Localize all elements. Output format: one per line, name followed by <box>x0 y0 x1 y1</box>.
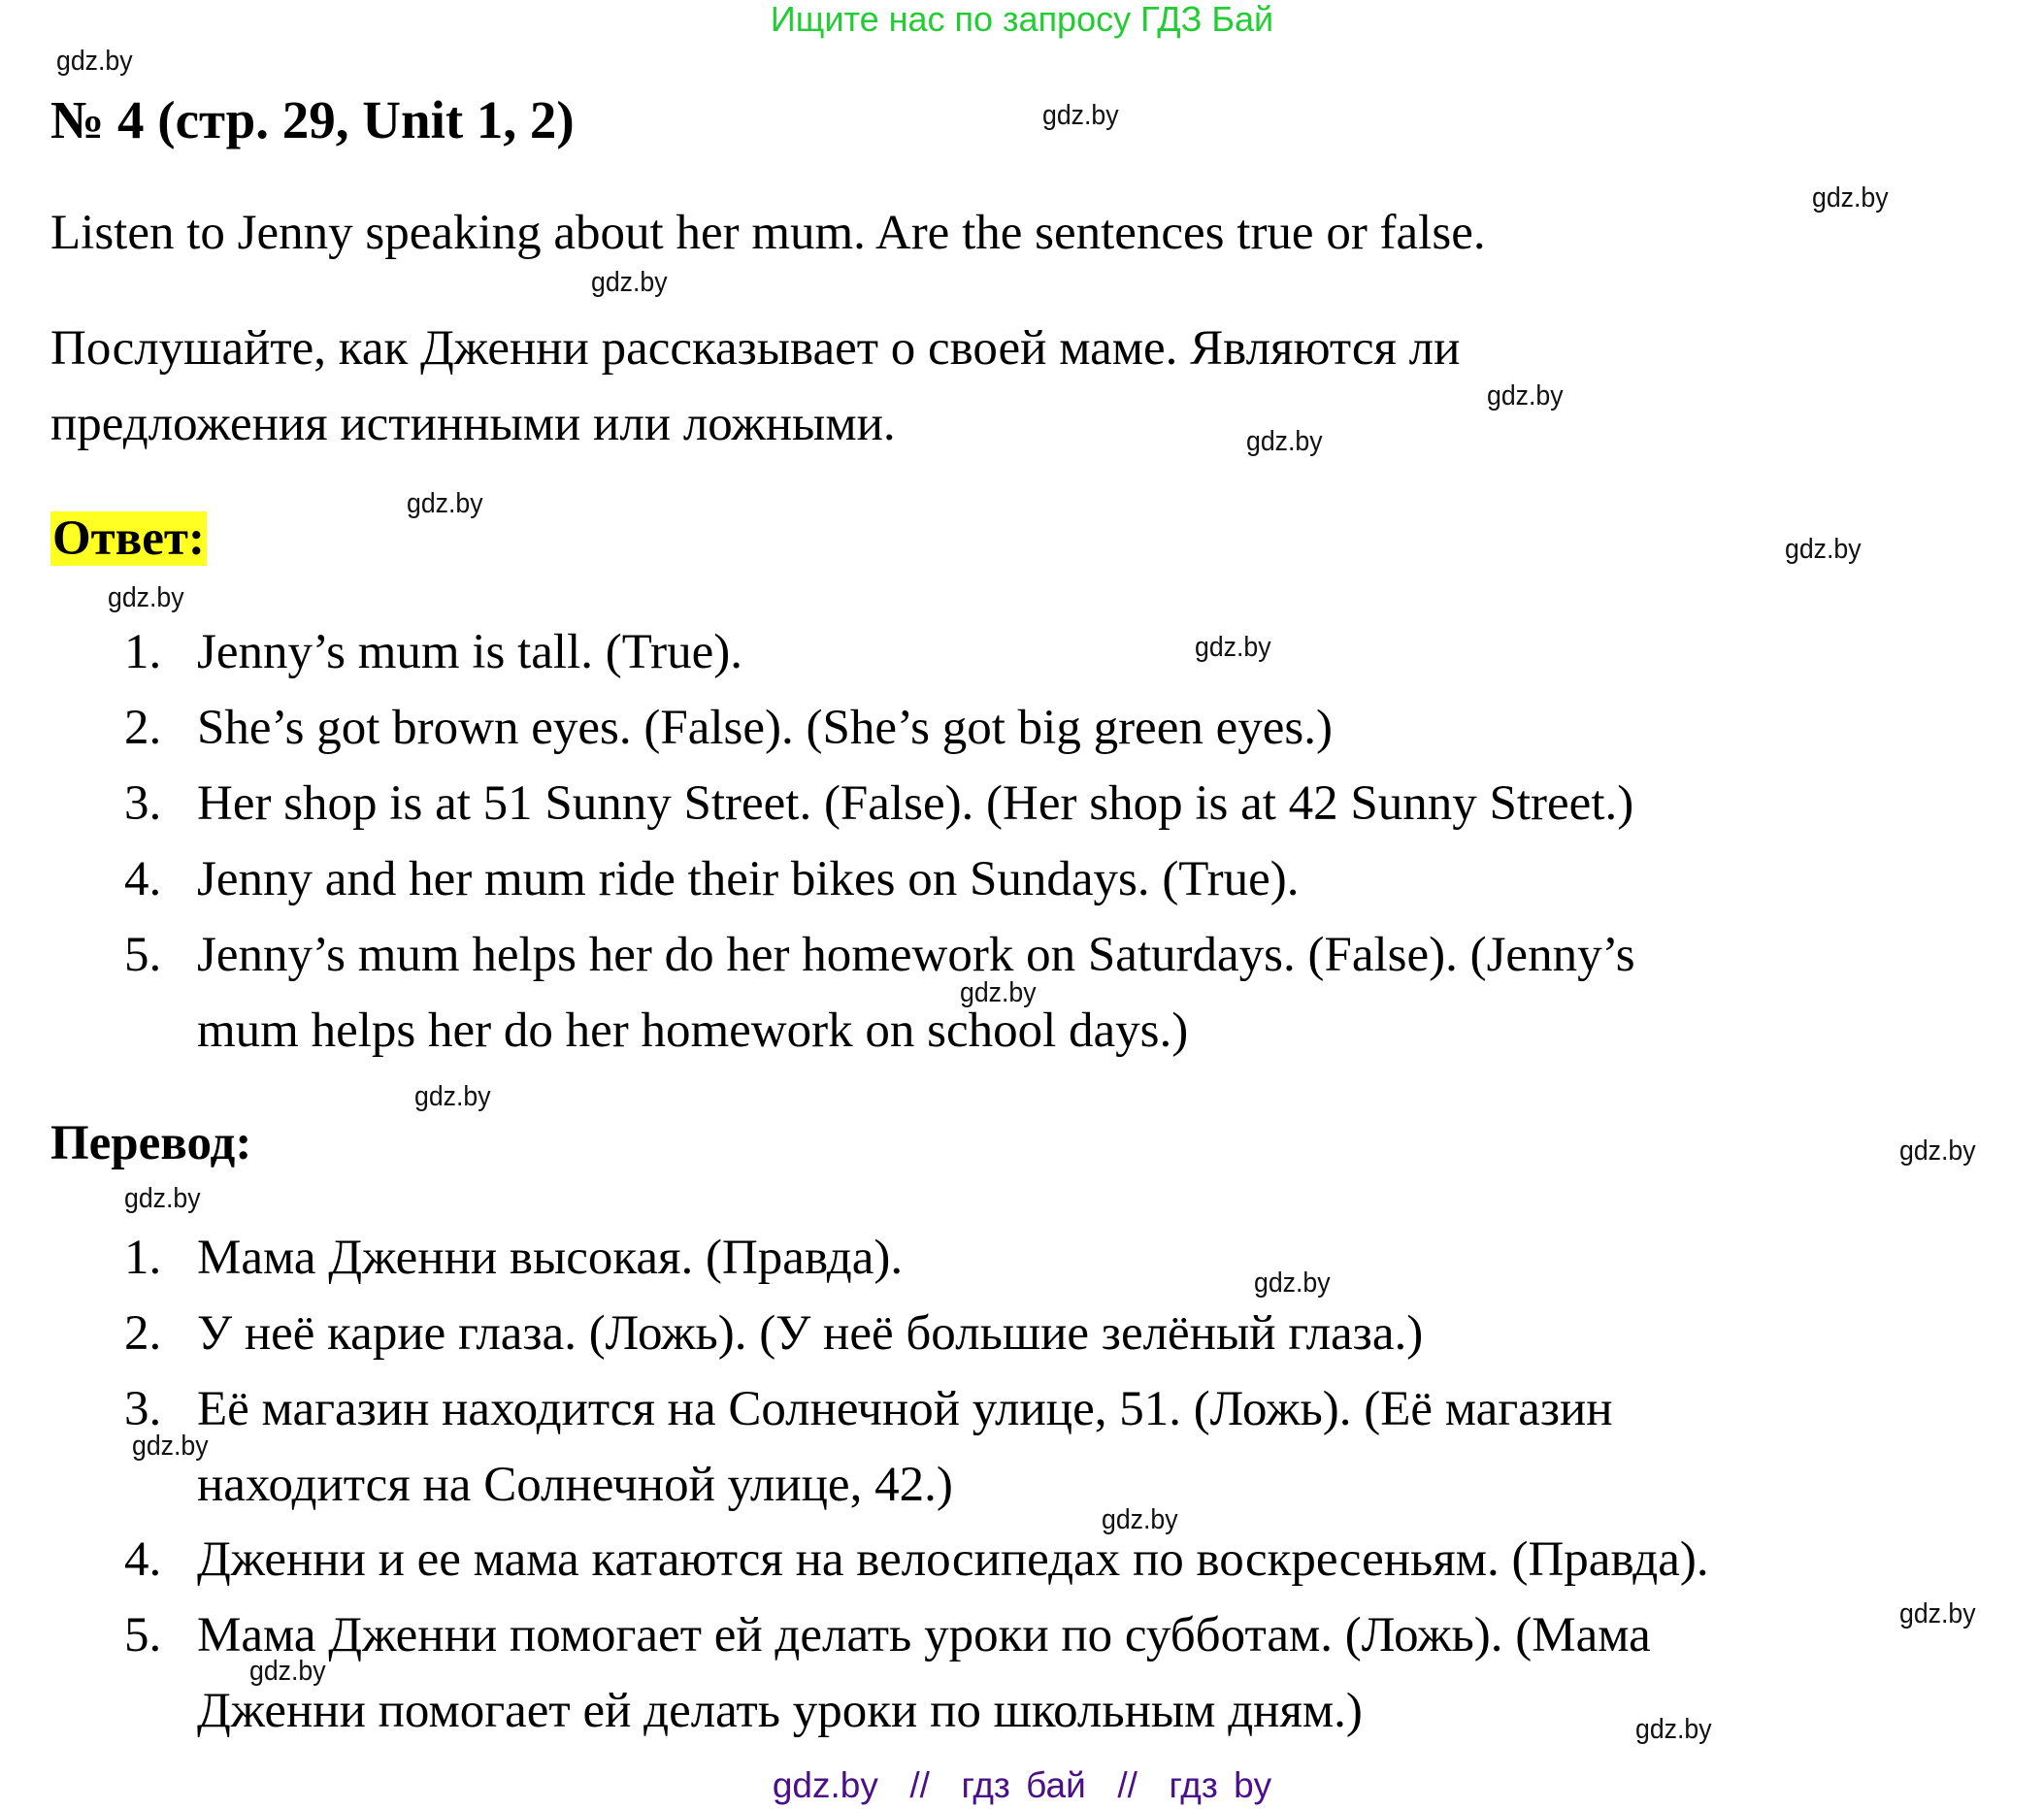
watermark: gdz.by <box>1246 426 1323 457</box>
instruction-en: Listen to Jenny speaking about her mum. Are the sentences true or false. <box>50 206 1486 260</box>
watermark: gdz.by <box>108 582 184 613</box>
translation-item-3 <box>0 1380 2044 1514</box>
item-text: У неё карие глаза. (Ложь). (У неё большие зелёный глаза.) <box>197 1306 1424 1361</box>
answer-item-4 <box>0 850 2044 908</box>
item-text-line2: Дженни помогает ей делать уроки по школьным дням.) <box>197 1684 1363 1738</box>
answer-item-2 <box>0 699 2044 757</box>
item-text-line2: mum helps her do her homework on school days.) <box>197 1004 1189 1058</box>
answer-heading-label: Ответ: <box>52 511 205 566</box>
item-text-line2: находится на Солнечной улице, 42.) <box>197 1458 953 1512</box>
item-number: 2. <box>124 1306 162 1361</box>
item-text: Jenny and her mum ride their bikes on Sundays. (True). <box>197 852 1300 906</box>
watermark: gdz.by <box>1785 534 1862 565</box>
footer-links: gdz.by // гдз бай // гдз by <box>772 1765 1272 1805</box>
translation-heading: Перевод: <box>50 1116 252 1170</box>
item-number: 5. <box>124 928 162 982</box>
watermark: gdz.by <box>414 1081 491 1112</box>
watermark: gdz.by <box>132 1431 209 1462</box>
watermark: gdz.by <box>1487 380 1564 411</box>
item-number: 4. <box>124 1532 162 1587</box>
item-text-line1: Мама Дженни помогает ей делать уроки по субботам. (Ложь). (Мама <box>197 1608 1651 1662</box>
item-text: Дженни и ее мама катаются на велосипедах по воскресеньям. (Правда). <box>197 1532 1709 1587</box>
answer-item-3 <box>0 774 2044 833</box>
translation-item-4 <box>0 1530 2044 1589</box>
translation-item-5 <box>0 1606 2044 1740</box>
watermark: gdz.by <box>407 488 483 519</box>
watermark: gdz.by <box>249 1656 326 1687</box>
item-text: Her shop is at 51 Sunny Street. (False). (Her shop is at 42 Sunny Street.) <box>197 776 1634 831</box>
item-number: 2. <box>124 701 162 755</box>
translation-item-1 <box>0 1229 2044 1287</box>
watermark: gdz.by <box>1042 100 1119 131</box>
watermark: gdz.by <box>1195 632 1271 663</box>
item-text-line1: Её магазин находится на Солнечной улице, 51. (Ложь). (Её магазин <box>197 1382 1613 1436</box>
watermark: gdz.by <box>1254 1267 1331 1299</box>
instruction-ru-line1: Послушайте, как Дженни рассказывает о своей маме. Являются ли <box>50 321 1461 376</box>
item-number: 4. <box>124 852 162 906</box>
watermark: gdz.by <box>1102 1504 1178 1535</box>
item-text-line1: Jenny’s mum helps her do her homework on Saturdays. (False). (Jenny’s <box>197 928 1635 982</box>
item-number: 3. <box>124 1382 162 1436</box>
exercise-title: № 4 (стр. 29, Unit 1, 2) <box>50 90 575 149</box>
search-banner: Ищите нас по запросу ГДЗ Бай <box>770 0 1274 39</box>
watermark: gdz.by <box>1899 1598 1976 1629</box>
item-number: 5. <box>124 1608 162 1662</box>
item-number: 1. <box>124 625 162 679</box>
watermark: gdz.by <box>591 267 668 298</box>
watermark: gdz.by <box>1899 1135 1976 1167</box>
translation-item-2 <box>0 1304 2044 1363</box>
instruction-ru-line2: предложения истинными или ложными. <box>50 397 896 451</box>
item-text: She’s got brown eyes. (False). (She’s got big green eyes.) <box>197 701 1333 755</box>
item-number: 3. <box>124 776 162 831</box>
answer-item-1 <box>0 623 2044 681</box>
watermark: gdz.by <box>124 1183 201 1214</box>
watermark: gdz.by <box>1635 1714 1712 1745</box>
item-text: Мама Дженни высокая. (Правда). <box>197 1231 904 1285</box>
item-text: Jenny’s mum is tall. (True). <box>197 625 742 679</box>
answer-heading <box>50 510 207 568</box>
watermark: gdz.by <box>1812 182 1889 214</box>
item-number: 1. <box>124 1231 162 1285</box>
watermark: gdz.by <box>56 46 133 77</box>
watermark: gdz.by <box>960 977 1037 1008</box>
answer-item-5 <box>0 926 2044 1060</box>
